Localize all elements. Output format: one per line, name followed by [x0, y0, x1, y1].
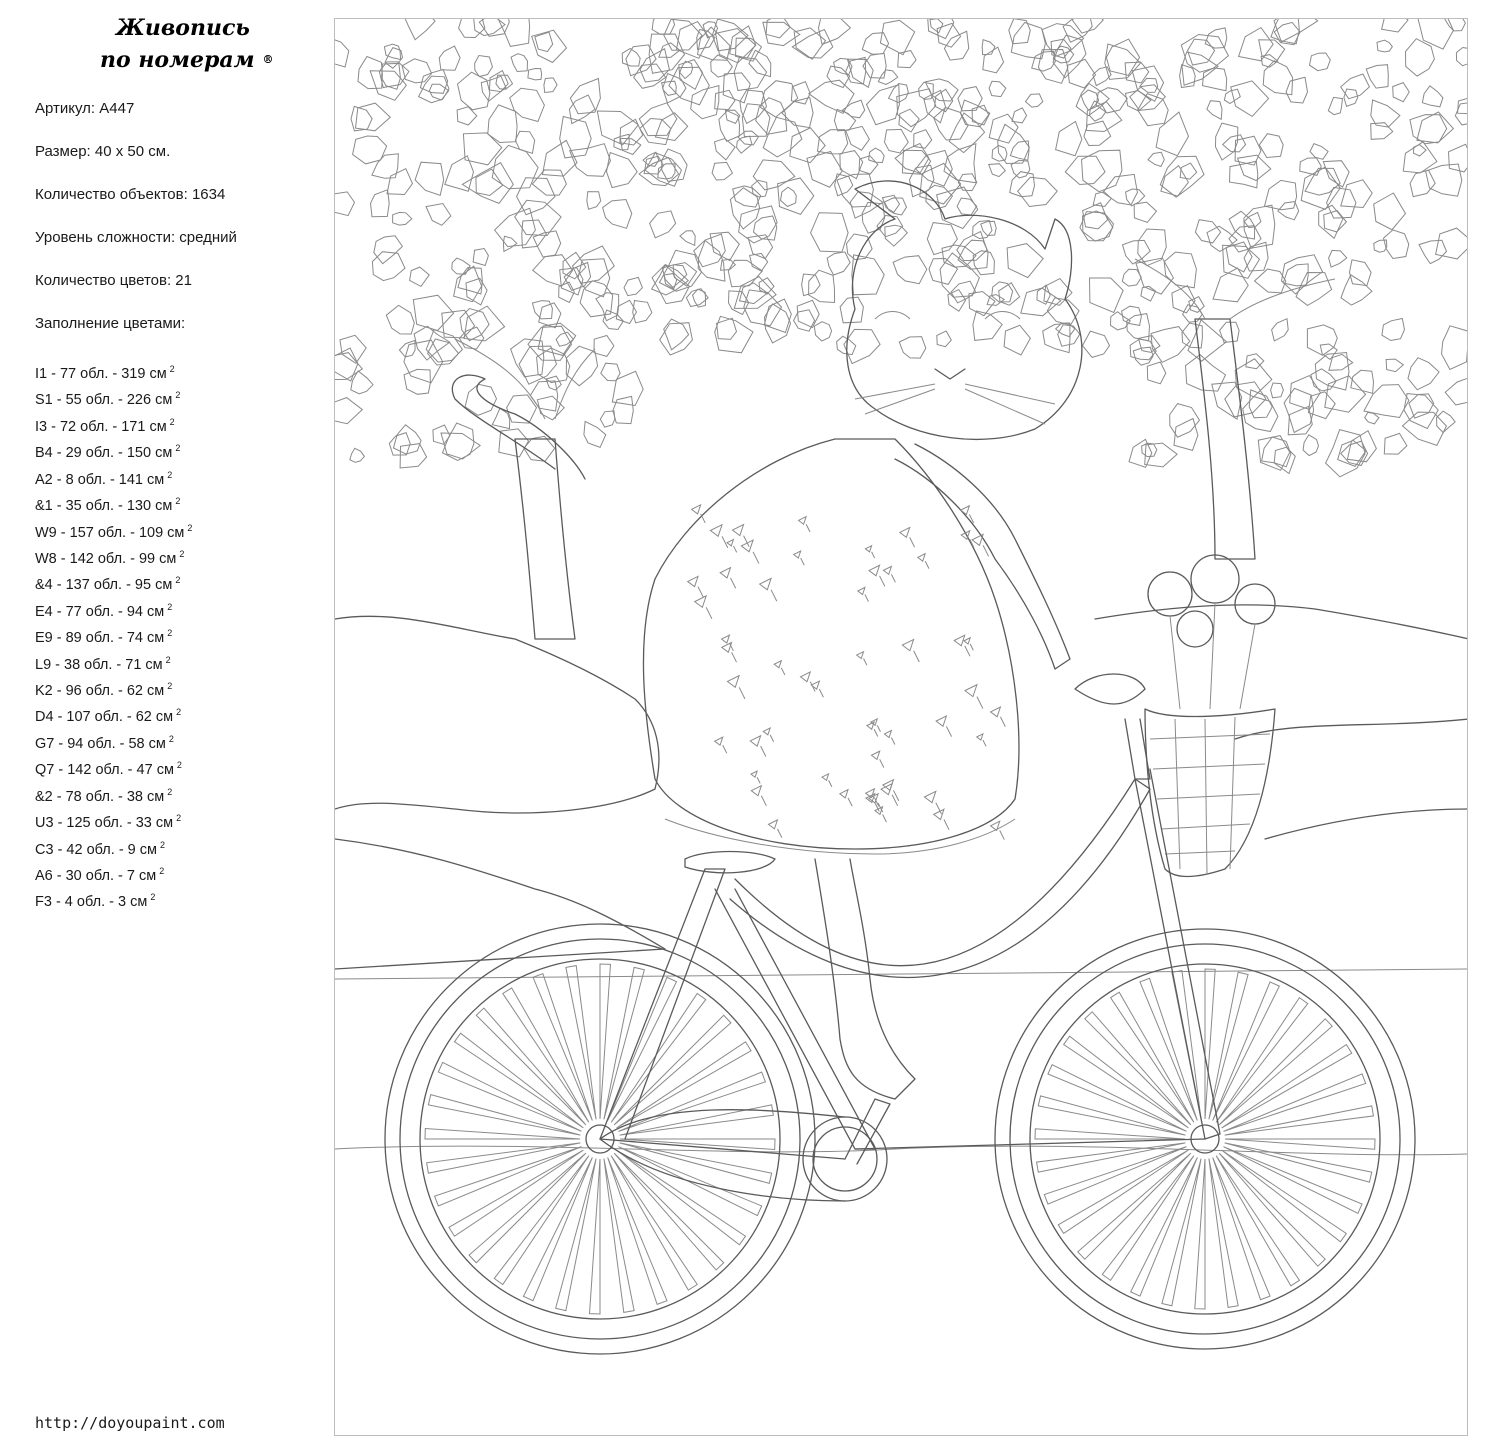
dress-pattern — [688, 505, 1006, 840]
legend-item-text: Q7 - 142 обл. - 47 см — [35, 762, 174, 779]
legend-item — [35, 544, 325, 570]
product-info — [35, 98, 325, 356]
legend-item-unit-power: 2 — [169, 416, 175, 427]
legend-item-text: A6 - 30 обл. - 7 см — [35, 867, 157, 884]
objects-count-text: Количество объектов: 1634 — [35, 186, 226, 203]
legend-item-text: I1 - 77 обл. - 319 см — [35, 365, 167, 382]
legend-item-text: B4 - 29 обл. - 150 см — [35, 445, 173, 462]
legend-item — [35, 597, 325, 623]
legend-item-unit-power: 2 — [167, 469, 173, 480]
legend-item-text: &4 - 137 обл. - 95 см — [35, 577, 173, 594]
tree-foliage — [335, 19, 1468, 477]
legend-item — [35, 491, 325, 517]
legend-item-text: &2 - 78 обл. - 38 см — [35, 788, 165, 805]
legend-item — [35, 729, 325, 755]
legend-item-unit-power: 2 — [167, 628, 173, 639]
brand-line-2: по номерам — [100, 47, 255, 73]
color-legend — [35, 359, 325, 914]
legend-item-text: E4 - 77 обл. - 94 см — [35, 603, 165, 620]
size-text: Размер: 40 x 50 см. — [35, 143, 171, 160]
legend-item-text: F3 - 4 обл. - 3 см — [35, 894, 148, 911]
legend-item — [35, 650, 325, 676]
info-sidebar — [0, 0, 330, 1453]
legend-item-unit-power: 2 — [150, 892, 156, 903]
legend-item — [35, 808, 325, 834]
bicycle — [385, 674, 1415, 1354]
legend-item-text: W8 - 142 обл. - 99 см — [35, 550, 177, 567]
legend-item — [35, 702, 325, 728]
fill-title: Заполнение цветами: — [35, 315, 186, 332]
flower-basket — [1145, 555, 1275, 877]
legend-item-unit-power: 2 — [168, 733, 174, 744]
legend-item-unit-power: 2 — [175, 390, 181, 401]
legend-item-unit-power: 2 — [175, 496, 181, 507]
legend-item — [35, 385, 325, 411]
legend-item-unit-power: 2 — [176, 813, 182, 824]
legend-item — [35, 861, 325, 887]
colors-count-text: Количество цветов: 21 — [35, 272, 192, 289]
legend-item — [35, 887, 325, 913]
legend-item-unit-power: 2 — [175, 575, 181, 586]
coloring-canvas — [334, 18, 1468, 1436]
legend-item-text: &1 - 35 обл. - 130 см — [35, 497, 173, 514]
legend-item-unit-power: 2 — [167, 681, 173, 692]
legend-item — [35, 623, 325, 649]
legend-item-text: L9 - 38 обл. - 71 см — [35, 656, 163, 673]
legend-item-unit-power: 2 — [165, 654, 171, 665]
legend-item — [35, 465, 325, 491]
legend-item-unit-power: 2 — [169, 364, 175, 374]
brand-logo — [100, 12, 300, 76]
legend-item-unit-power: 2 — [176, 707, 182, 718]
legend-item-text: I3 - 72 обл. - 171 см — [35, 418, 167, 435]
legend-item-text: D4 - 107 обл. - 62 см — [35, 709, 174, 726]
legend-item — [35, 755, 325, 781]
legend-item-text: W9 - 157 обл. - 109 см — [35, 524, 185, 541]
legend-item-unit-power: 2 — [179, 548, 185, 559]
website-link[interactable]: http://doyoupaint.com — [35, 1414, 225, 1432]
legend-item-text: S1 - 55 обл. - 226 см — [35, 392, 173, 409]
legend-item — [35, 359, 325, 385]
legend-item-text: A2 - 8 обл. - 141 см — [35, 471, 165, 488]
legend-item-unit-power: 2 — [176, 760, 182, 771]
line-art — [335, 19, 1468, 1436]
difficulty-text: Уровень сложности: средний — [35, 229, 237, 246]
legend-item-text: U3 - 125 обл. - 33 см — [35, 815, 174, 831]
legend-item-unit-power: 2 — [167, 786, 173, 797]
brand-line-1: Живопись — [116, 15, 250, 41]
legend-item — [35, 438, 325, 464]
legend-item-text: K2 - 96 обл. - 62 см — [35, 682, 165, 699]
legend-item-unit-power: 2 — [159, 866, 165, 877]
legend-item — [35, 570, 325, 596]
registered-mark: ® — [262, 53, 274, 66]
legend-item-text: E9 - 89 обл. - 74 см — [35, 630, 165, 647]
legend-item — [35, 518, 325, 544]
legend-item-unit-power: 2 — [167, 601, 173, 612]
legend-item — [35, 676, 325, 702]
legend-item-unit-power: 2 — [175, 443, 181, 454]
hedges — [335, 605, 1468, 1155]
article-text: Артикул: А447 — [35, 100, 135, 117]
legend-item-unit-power: 2 — [159, 839, 165, 850]
legend-item — [35, 412, 325, 438]
legend-item-text: C3 - 42 обл. - 9 см — [35, 841, 157, 858]
legend-item-text: G7 - 94 обл. - 58 см — [35, 735, 166, 752]
legend-item-unit-power: 2 — [187, 522, 193, 533]
legend-item — [35, 782, 325, 808]
legend-item — [35, 835, 325, 861]
